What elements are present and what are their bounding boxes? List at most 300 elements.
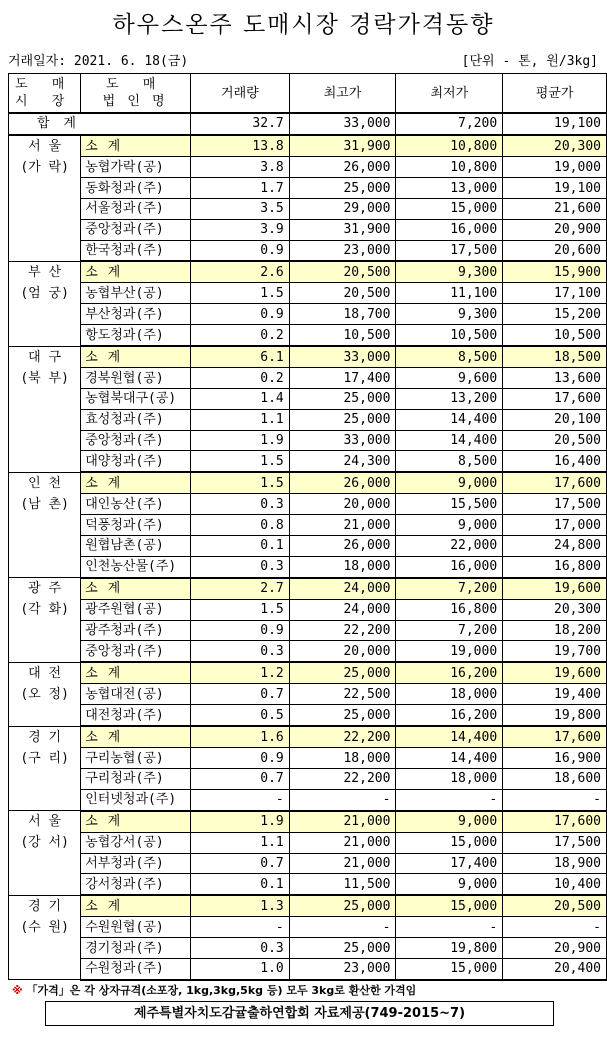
min-price: 7,200 <box>396 578 503 600</box>
avg-price: 20,500 <box>503 430 607 451</box>
corp-name: 대전청과(주) <box>81 705 191 726</box>
volume: 1.7 <box>191 178 290 199</box>
volume: 0.9 <box>191 620 290 641</box>
max-price: 21,000 <box>289 832 396 853</box>
market-cell <box>9 199 81 220</box>
volume: - <box>191 917 290 938</box>
max-price: 22,200 <box>289 726 396 748</box>
corp-name: 소 계 <box>81 662 191 684</box>
corp-name: 덕풍청과(주) <box>81 515 191 536</box>
market-cell <box>9 789 81 810</box>
volume: 1.2 <box>191 662 290 684</box>
avg-price: 19,800 <box>503 705 607 726</box>
date-line <box>8 50 598 69</box>
min-price: 14,400 <box>396 430 503 451</box>
max-price: 33,000 <box>289 430 396 451</box>
table-row <box>9 536 607 557</box>
max-price: 25,000 <box>289 705 396 726</box>
table-row <box>9 556 607 577</box>
table-row <box>9 874 607 895</box>
max-price: 23,000 <box>289 240 396 261</box>
avg-price: 19,400 <box>503 684 607 705</box>
volume: 1.5 <box>191 472 290 494</box>
max-price: 24,000 <box>289 599 396 620</box>
market-cell: (오 정) <box>9 684 81 705</box>
corp-name: 항도청과(주) <box>81 325 191 346</box>
subtotal-row <box>9 135 607 157</box>
table-row <box>9 240 607 261</box>
avg-price: 19,100 <box>503 178 607 199</box>
min-price: 15,000 <box>396 959 503 980</box>
avg-price: 18,500 <box>503 346 607 368</box>
total-max: 33,000 <box>289 113 396 135</box>
market-cell: (엄 궁) <box>9 283 81 304</box>
avg-price: 19,000 <box>503 157 607 178</box>
min-price: 7,200 <box>396 620 503 641</box>
avg-price: 20,300 <box>503 599 607 620</box>
corp-name: 농협부산(공) <box>81 283 191 304</box>
table-row <box>9 641 607 662</box>
volume: 0.7 <box>191 684 290 705</box>
total-avg: 19,100 <box>503 113 607 135</box>
market-cell: (남 촌) <box>9 494 81 515</box>
volume: 0.2 <box>191 368 290 389</box>
avg-price: 17,600 <box>503 811 607 833</box>
min-price: 14,400 <box>396 748 503 769</box>
avg-price: 19,600 <box>503 578 607 600</box>
corp-name: 수원청과(주) <box>81 959 191 980</box>
table-row <box>9 599 607 620</box>
corp-name: 대양청과(주) <box>81 451 191 472</box>
source-credit: 제주특별자치도감귤출하연합회 자료제공(749-2015~7) <box>45 1001 554 1026</box>
corp-name: 원협남촌(공) <box>81 536 191 557</box>
market-cell: 대 전 <box>9 662 81 684</box>
table-row <box>9 178 607 199</box>
market-cell <box>9 536 81 557</box>
table-row <box>9 304 607 325</box>
market-cell <box>9 853 81 874</box>
min-price: 15,500 <box>396 494 503 515</box>
market-cell <box>9 240 81 261</box>
avg-price: 18,200 <box>503 620 607 641</box>
note-mark: ※ <box>12 984 23 997</box>
min-price: 19,800 <box>396 938 503 959</box>
volume: 3.8 <box>191 157 290 178</box>
min-price: - <box>396 917 503 938</box>
corp-name: 소 계 <box>81 811 191 833</box>
market-cell: 인 천 <box>9 472 81 494</box>
avg-price: 17,600 <box>503 389 607 410</box>
page-title: 하우스온주 도매시장 경락가격동향 <box>112 12 495 38</box>
volume: 2.6 <box>191 261 290 283</box>
min-price: 9,600 <box>396 368 503 389</box>
total-row <box>9 113 607 135</box>
max-price: 20,500 <box>289 283 396 304</box>
avg-price: 20,400 <box>503 959 607 980</box>
market-cell: (수 원) <box>9 917 81 938</box>
max-price: 20,000 <box>289 641 396 662</box>
max-price: 25,000 <box>289 895 396 917</box>
volume: 1.9 <box>191 811 290 833</box>
min-price: 17,500 <box>396 240 503 261</box>
table-row <box>9 409 607 430</box>
min-price: 8,500 <box>396 346 503 368</box>
corp-name: 구리농협(공) <box>81 748 191 769</box>
volume: 0.3 <box>191 938 290 959</box>
market-cell: 서 울 <box>9 135 81 157</box>
avg-price: 15,200 <box>503 304 607 325</box>
volume: 1.5 <box>191 451 290 472</box>
market-cell <box>9 769 81 790</box>
market-cell <box>9 620 81 641</box>
corp-name: 구리청과(주) <box>81 769 191 790</box>
volume: 1.3 <box>191 895 290 917</box>
subtotal-row <box>9 261 607 283</box>
corp-name: 소 계 <box>81 346 191 368</box>
header-max: 최고가 <box>289 74 396 114</box>
corp-name: 소 계 <box>81 261 191 283</box>
volume: 1.1 <box>191 409 290 430</box>
volume: 3.9 <box>191 219 290 240</box>
volume: 1.6 <box>191 726 290 748</box>
avg-price: 18,900 <box>503 853 607 874</box>
header-row <box>9 74 607 114</box>
avg-price: 17,000 <box>503 515 607 536</box>
corp-name: 농협북대구(공) <box>81 389 191 410</box>
min-price: - <box>396 789 503 810</box>
corp-name: 수원원협(공) <box>81 917 191 938</box>
min-price: 9,000 <box>396 515 503 536</box>
market-cell <box>9 325 81 346</box>
max-price: 21,000 <box>289 853 396 874</box>
max-price: 18,000 <box>289 556 396 577</box>
table-row <box>9 219 607 240</box>
volume: 0.7 <box>191 769 290 790</box>
avg-price: 20,500 <box>503 895 607 917</box>
volume: - <box>191 789 290 810</box>
subtotal-row <box>9 472 607 494</box>
avg-price: 16,400 <box>503 451 607 472</box>
volume: 1.0 <box>191 959 290 980</box>
volume: 1.9 <box>191 430 290 451</box>
volume: 0.9 <box>191 304 290 325</box>
min-price: 18,000 <box>396 769 503 790</box>
market-cell <box>9 705 81 726</box>
subtotal-row <box>9 662 607 684</box>
min-price: 10,800 <box>396 135 503 157</box>
max-price: 25,000 <box>289 389 396 410</box>
corp-name: 인천농산물(주) <box>81 556 191 577</box>
corp-name: 강서청과(주) <box>81 874 191 895</box>
market-cell: (구 리) <box>9 748 81 769</box>
volume: 0.3 <box>191 641 290 662</box>
table-row <box>9 789 607 810</box>
avg-price: 10,400 <box>503 874 607 895</box>
max-price: 31,900 <box>289 219 396 240</box>
volume: 13.8 <box>191 135 290 157</box>
avg-price: 17,100 <box>503 283 607 304</box>
header-corp-bottom: 법 인 명 <box>102 94 169 109</box>
volume: 2.7 <box>191 578 290 600</box>
table-row <box>9 684 607 705</box>
table-row <box>9 917 607 938</box>
table-row <box>9 451 607 472</box>
volume: 6.1 <box>191 346 290 368</box>
max-price: 26,000 <box>289 472 396 494</box>
volume: 1.5 <box>191 283 290 304</box>
avg-price: - <box>503 789 607 810</box>
table-row <box>9 748 607 769</box>
min-price: 16,000 <box>396 556 503 577</box>
corp-name: 부산청과(주) <box>81 304 191 325</box>
table-row <box>9 853 607 874</box>
table-row <box>9 769 607 790</box>
market-cell <box>9 641 81 662</box>
avg-price: 15,900 <box>503 261 607 283</box>
volume: 0.2 <box>191 325 290 346</box>
market-cell <box>9 874 81 895</box>
corp-name: 대인농산(주) <box>81 494 191 515</box>
max-price: 18,000 <box>289 748 396 769</box>
avg-price: 20,300 <box>503 135 607 157</box>
min-price: 11,100 <box>396 283 503 304</box>
volume: 1.4 <box>191 389 290 410</box>
market-cell: 서 울 <box>9 811 81 833</box>
corp-name: 서울청과(주) <box>81 199 191 220</box>
subtotal-row <box>9 895 607 917</box>
corp-name: 소 계 <box>81 726 191 748</box>
market-cell: 경 기 <box>9 726 81 748</box>
total-volume: 32.7 <box>191 113 290 135</box>
total-label: 합 계 <box>9 113 191 135</box>
market-cell: 부 산 <box>9 261 81 283</box>
market-cell <box>9 959 81 980</box>
min-price: 17,400 <box>396 853 503 874</box>
avg-price: 10,500 <box>503 325 607 346</box>
volume: 1.1 <box>191 832 290 853</box>
header-market <box>9 74 81 114</box>
avg-price: 17,500 <box>503 494 607 515</box>
max-price: 23,000 <box>289 959 396 980</box>
max-price: 20,500 <box>289 261 396 283</box>
avg-price: - <box>503 917 607 938</box>
header-min: 최저가 <box>396 74 503 114</box>
volume: 0.3 <box>191 494 290 515</box>
subtotal-row <box>9 726 607 748</box>
market-cell <box>9 304 81 325</box>
header-market-bottom: 시 장 <box>15 94 75 109</box>
trade-date: 거래일자: 2021. 6. 18(금) <box>8 54 189 69</box>
subtotal-row <box>9 346 607 368</box>
avg-price: 17,600 <box>503 472 607 494</box>
corp-name: 중앙청과(주) <box>81 430 191 451</box>
note-text: 「가격」은 각 상자규격(소포장, 1kg,3kg,5kg 등) 모두 3kg로 환산한 가격임 <box>26 984 417 997</box>
min-price: 22,000 <box>396 536 503 557</box>
table-row <box>9 389 607 410</box>
max-price: 26,000 <box>289 536 396 557</box>
corp-name: 농협가락(공) <box>81 157 191 178</box>
volume: 0.9 <box>191 240 290 261</box>
max-price: 24,300 <box>289 451 396 472</box>
max-price: - <box>289 789 396 810</box>
corp-name: 소 계 <box>81 135 191 157</box>
table-row <box>9 325 607 346</box>
corp-name: 경기청과(주) <box>81 938 191 959</box>
corp-name: 광주원협(공) <box>81 599 191 620</box>
min-price: 8,500 <box>396 451 503 472</box>
min-price: 9,000 <box>396 472 503 494</box>
corp-name: 소 계 <box>81 895 191 917</box>
avg-price: 19,600 <box>503 662 607 684</box>
market-cell <box>9 409 81 430</box>
min-price: 10,500 <box>396 325 503 346</box>
header-corp <box>81 74 191 114</box>
max-price: 25,000 <box>289 178 396 199</box>
max-price: 22,500 <box>289 684 396 705</box>
market-cell <box>9 938 81 959</box>
corp-name: 동화청과(주) <box>81 178 191 199</box>
max-price: 17,400 <box>289 368 396 389</box>
avg-price: 21,600 <box>503 199 607 220</box>
avg-price: 20,900 <box>503 938 607 959</box>
avg-price: 18,600 <box>503 769 607 790</box>
avg-price: 24,800 <box>503 536 607 557</box>
table-row <box>9 157 607 178</box>
max-price: 25,000 <box>289 662 396 684</box>
avg-price: 17,500 <box>503 832 607 853</box>
table-row <box>9 283 607 304</box>
volume: 0.3 <box>191 556 290 577</box>
max-price: - <box>289 917 396 938</box>
market-cell: (각 화) <box>9 599 81 620</box>
price-table <box>8 73 607 981</box>
volume: 0.5 <box>191 705 290 726</box>
total-min: 7,200 <box>396 113 503 135</box>
table-row <box>9 494 607 515</box>
min-price: 16,200 <box>396 662 503 684</box>
market-cell: 대 구 <box>9 346 81 368</box>
market-cell <box>9 178 81 199</box>
min-price: 9,000 <box>396 811 503 833</box>
min-price: 13,000 <box>396 178 503 199</box>
corp-name: 경북원협(공) <box>81 368 191 389</box>
table-row <box>9 199 607 220</box>
max-price: 11,500 <box>289 874 396 895</box>
max-price: 25,000 <box>289 938 396 959</box>
table-row <box>9 832 607 853</box>
table-row <box>9 705 607 726</box>
min-price: 19,000 <box>396 641 503 662</box>
subtotal-row <box>9 811 607 833</box>
min-price: 9,300 <box>396 304 503 325</box>
corp-name: 효성청과(주) <box>81 409 191 430</box>
market-cell <box>9 556 81 577</box>
avg-price: 16,900 <box>503 748 607 769</box>
table-row <box>9 515 607 536</box>
volume: 3.5 <box>191 199 290 220</box>
corp-name: 소 계 <box>81 472 191 494</box>
max-price: 22,200 <box>289 620 396 641</box>
market-cell: 경 기 <box>9 895 81 917</box>
subtotal-row <box>9 578 607 600</box>
avg-price: 19,700 <box>503 641 607 662</box>
table-row <box>9 368 607 389</box>
corp-name: 소 계 <box>81 578 191 600</box>
market-cell <box>9 515 81 536</box>
min-price: 10,800 <box>396 157 503 178</box>
max-price: 22,200 <box>289 769 396 790</box>
volume: 0.1 <box>191 536 290 557</box>
volume: 0.7 <box>191 853 290 874</box>
max-price: 31,900 <box>289 135 396 157</box>
market-cell: (가 락) <box>9 157 81 178</box>
market-cell <box>9 430 81 451</box>
market-cell <box>9 389 81 410</box>
unit-label: [단위 - 톤, 원/3kg] <box>461 54 598 69</box>
market-cell: 광 주 <box>9 578 81 600</box>
min-price: 15,000 <box>396 199 503 220</box>
table-row <box>9 620 607 641</box>
max-price: 25,000 <box>289 409 396 430</box>
volume: 0.8 <box>191 515 290 536</box>
avg-price: 13,600 <box>503 368 607 389</box>
corp-name: 중앙청과(주) <box>81 641 191 662</box>
min-price: 13,200 <box>396 389 503 410</box>
table-row <box>9 430 607 451</box>
table-row <box>9 938 607 959</box>
min-price: 16,800 <box>396 599 503 620</box>
market-cell: (강 서) <box>9 832 81 853</box>
header-avg: 평균가 <box>503 74 607 114</box>
min-price: 15,000 <box>396 832 503 853</box>
min-price: 16,000 <box>396 219 503 240</box>
max-price: 24,000 <box>289 578 396 600</box>
avg-price: 16,800 <box>503 556 607 577</box>
min-price: 14,400 <box>396 726 503 748</box>
min-price: 14,400 <box>396 409 503 430</box>
market-cell: (북 부) <box>9 368 81 389</box>
min-price: 9,000 <box>396 874 503 895</box>
min-price: 9,300 <box>396 261 503 283</box>
avg-price: 20,900 <box>503 219 607 240</box>
max-price: 29,000 <box>289 199 396 220</box>
table-row <box>9 959 607 980</box>
max-price: 20,000 <box>289 494 396 515</box>
min-price: 18,000 <box>396 684 503 705</box>
corp-name: 인터넷청과(주) <box>81 789 191 810</box>
volume: 0.1 <box>191 874 290 895</box>
corp-name: 농협대전(공) <box>81 684 191 705</box>
volume: 0.9 <box>191 748 290 769</box>
avg-price: 20,100 <box>503 409 607 430</box>
max-price: 18,700 <box>289 304 396 325</box>
header-volume: 거래량 <box>191 74 290 114</box>
market-cell <box>9 451 81 472</box>
corp-name: 농협강서(공) <box>81 832 191 853</box>
corp-name: 서부청과(주) <box>81 853 191 874</box>
max-price: 33,000 <box>289 346 396 368</box>
footnote <box>12 982 416 998</box>
avg-price: 20,600 <box>503 240 607 261</box>
corp-name: 광주청과(주) <box>81 620 191 641</box>
min-price: 16,200 <box>396 705 503 726</box>
volume: 1.5 <box>191 599 290 620</box>
market-cell <box>9 219 81 240</box>
corp-name: 한국청과(주) <box>81 240 191 261</box>
min-price: 15,000 <box>396 895 503 917</box>
header-corp-top: 도 매 <box>106 77 166 92</box>
header-market-top: 도 매 <box>15 77 75 92</box>
